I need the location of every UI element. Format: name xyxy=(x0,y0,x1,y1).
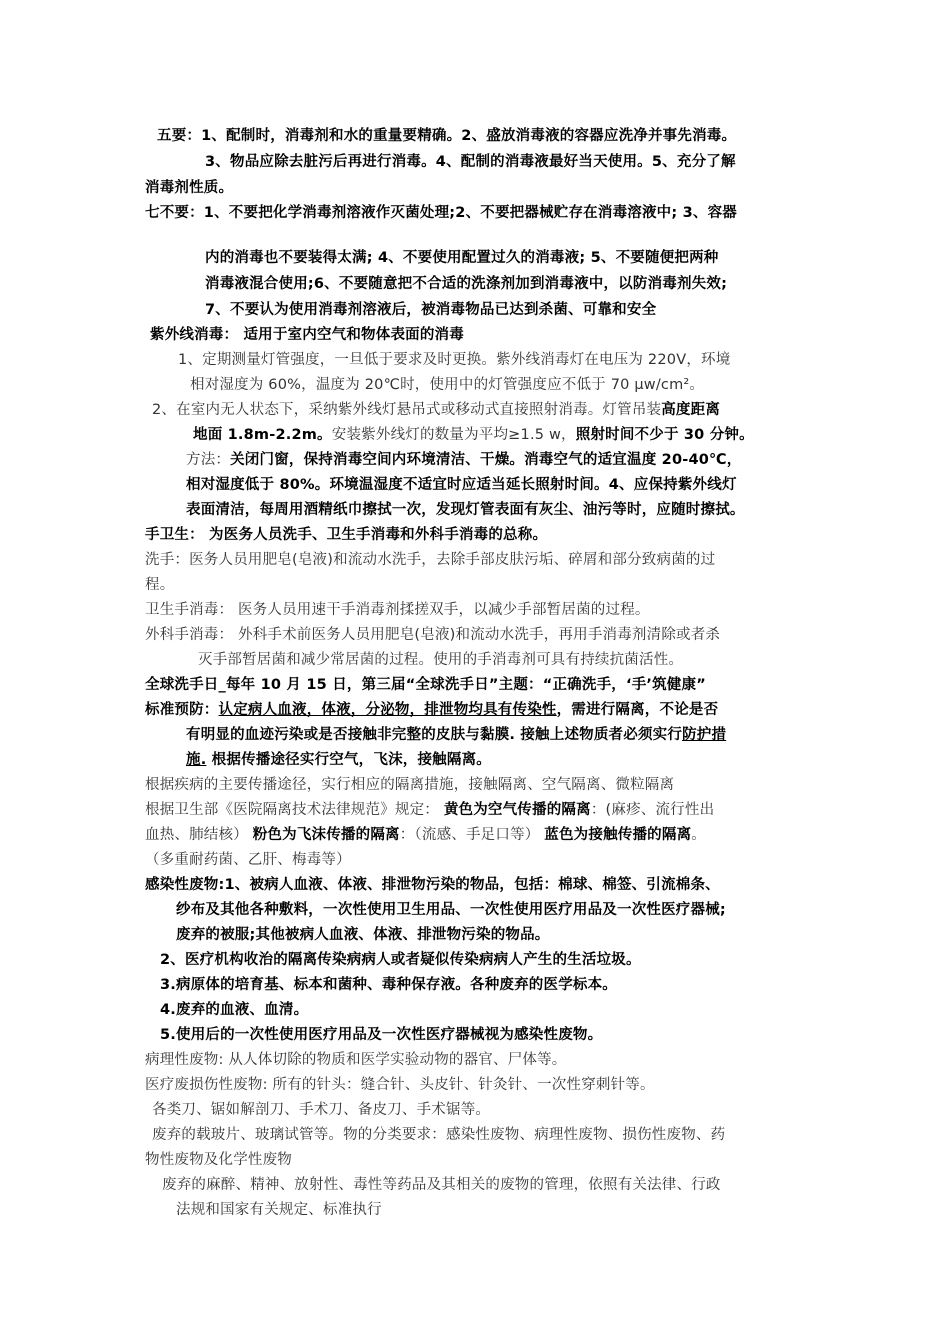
text-line: 纱布及其他各种敷料，一次性使用卫生用品、一次性使用医疗用品及一次性医疗器械; xyxy=(176,902,726,918)
text-run: 血热、肺结核） xyxy=(145,827,253,843)
text-line: 1、定期测量灯管强度，一旦低于要求及时更换。紫外线消毒灯在电压为 220V，环境 xyxy=(178,352,731,368)
text-line: 5.使用后的一次性使用医疗用品及一次性医疗器械视为感染性废物。 xyxy=(160,1027,603,1043)
text-run-bold: 粉色为飞沫传播的隔离 xyxy=(252,827,400,843)
text-line: 表面清洁，每周用酒精纸巾擦拭一次，发现灯管表面有灰尘、油污等时，应随时擦拭。 xyxy=(186,502,745,518)
text-run-underlined: 施. xyxy=(186,752,207,768)
text-run: 2、在室内无人状态下，采纳紫外线灯悬吊式或移动式直接照射消毒。灯管吊装 xyxy=(152,402,662,418)
text-run-bold: 标准预防： xyxy=(145,702,219,718)
text-run: 根据卫生部《医院隔离技术法律规范》规定： xyxy=(145,802,444,818)
text-line xyxy=(186,748,491,772)
text-run-underlined: 认定病人血液，体液，分泌物，排泄物均具有传染性 xyxy=(218,702,557,718)
text-run-bold: ，需进行隔离，不论是否 xyxy=(556,702,719,718)
text-line: 消毒液混合使用;6、不要随意把不合适的洗涤剂加到消毒液中，以防消毒剂失效; xyxy=(205,276,728,292)
text-line: 医疗废损伤性废物: 所有的针头：缝合针、头皮针、针灸针、一次性穿刺针等。 xyxy=(145,1077,655,1093)
text-line: 法规和国家有关规定、标准执行 xyxy=(176,1202,382,1218)
text-run-bold: 根据传播途径实行空气，飞沫，接触隔离。 xyxy=(206,752,491,768)
section-heading: 手卫生： 为医务人员洗手、卫生手消毒和外科手消毒的总称。 xyxy=(145,527,548,543)
text-line: 内的消毒也不要装得太满; 4、不要使用配置过久的消毒液; 5、不要随便把两种 xyxy=(205,250,719,266)
text-line: 洗手：医务人员用肥皂(皂液)和流动水洗手，去除手部皮肤污垢、碎屑和部分致病菌的过 xyxy=(145,552,716,568)
section-heading: 紫外线消毒： 适用于室内空气和物体表面的消毒 xyxy=(150,327,464,343)
text-line xyxy=(193,423,754,447)
text-line: 3、物品应除去脏污后再进行消毒。4、配制的消毒液最好当天使用。5、充分了解 xyxy=(205,154,736,170)
text-line: 废弃的载玻片、玻璃试管等。物的分类要求：感染性废物、病理性废物、损伤性废物、药 xyxy=(152,1127,726,1143)
text-line xyxy=(186,723,726,747)
text-line: 病理性废物: 从人体切除的物质和医学实验动物的器官、尸体等。 xyxy=(145,1052,567,1068)
text-run: 。 xyxy=(691,827,706,843)
text-line: 消毒剂性质。 xyxy=(145,180,234,196)
text-run-bold: 黄色为空气传播的隔离 xyxy=(443,802,591,818)
text-line xyxy=(145,798,714,822)
text-line: 卫生手消毒： 医务人员用速干手消毒剂揉搓双手，以减少手部暂居菌的过程。 xyxy=(145,602,650,618)
text-line: 根据疾病的主要传播途径，实行相应的隔离措施，接触隔离、空气隔离、微粒隔离 xyxy=(145,777,675,793)
text-line: 各类刀、锯如解剖刀、手术刀、备皮刀、手术锯等。 xyxy=(152,1102,491,1118)
text-run: ：(麻疹、流行性出 xyxy=(590,802,715,818)
text-line: 废弃的麻醉、精神、放射性、毒性等药品及其相关的废物的管理，依照有关法律、行政 xyxy=(162,1177,721,1193)
text-line: 灭手部暂居菌和减少常居菌的过程。使用的手消毒剂可具有持续抗菌活性。 xyxy=(198,652,684,668)
text-line xyxy=(186,448,742,472)
text-run-bold: 高度距离 xyxy=(661,402,721,418)
text-line: 7、不要认为使用消毒剂溶液后，被消毒物品已达到杀菌、可靠和安全 xyxy=(205,302,657,318)
text-run: 安装紫外线灯的数量为平均≥1.5 w， xyxy=(331,427,576,443)
text-line: 4.废弃的血液、血清。 xyxy=(160,1002,309,1018)
text-line: 相对湿度为 60%，温度为 20℃时，使用中的灯管强度应不低于 70 μw/cm²。 xyxy=(190,377,705,393)
text-run-bold: 蓝色为接触传播的隔离 xyxy=(544,827,692,843)
text-run-bold: 关闭门窗，保持消毒空间内环境清洁、干燥。消毒空气的适宜温度 20-40℃， xyxy=(230,452,742,468)
text-line: 物性废物及化学性废物 xyxy=(145,1152,292,1168)
text-run-bold: 地面 1.8m-2.2m。 xyxy=(193,427,332,443)
text-line xyxy=(152,398,720,422)
text-line xyxy=(145,698,718,722)
text-line: （多重耐药菌、乙肝、梅毒等） xyxy=(145,852,351,868)
text-run-underlined: 防护措 xyxy=(682,727,727,743)
text-line: 五要：1、配制时，消毒剂和水的重量要精确。2、盛放消毒液的容器应洗净并事先消毒。 xyxy=(157,128,737,144)
text-line xyxy=(145,823,706,847)
text-run: 方法： xyxy=(186,452,231,468)
text-line: 七不要：1、不要把化学消毒剂溶液作灭菌处理;2、不要把器械贮存在消毒溶液中; 3、容器 xyxy=(145,205,738,221)
text-line: 2、医疗机构收治的隔离传染病病人或者疑似传染病病人产生的生活垃圾。 xyxy=(160,952,641,968)
text-run-bold: 照射时间不少于 30 分钟。 xyxy=(575,427,754,443)
text-run-bold: 有明显的血迹污染或是否接触非完整的皮肤与黏膜. 接触上述物质者必须实行 xyxy=(186,727,683,743)
text-run: ：（流感、手足口等） xyxy=(399,827,545,843)
text-line: 外科手消毒： 外科手术前医务人员用肥皂(皂液)和流动水洗手，再用手消毒剂清除或者杀 xyxy=(145,627,721,643)
text-line: 相对湿度低于 80%。环境温湿度不适宜时应适当延长照射时间。4、应保持紫外线灯 xyxy=(186,477,737,493)
text-line: 程。 xyxy=(145,577,175,593)
text-line: 废弃的被服;其他被病人血液、体液、排泄物污染的物品。 xyxy=(176,927,550,943)
text-line: 感染性废物:1、被病人血液、体液、排泄物污染的物品，包括：棉球、棉签、引流棉条、 xyxy=(145,877,720,893)
text-line: 全球洗手日_每年 10 月 15 日，第三届“全球洗手日”主题：“正确洗手，‘手’筑健康” xyxy=(145,677,706,693)
text-line: 3.病原体的培育基、标本和菌种、毒种保存液。各种废弃的医学标本。 xyxy=(160,977,617,993)
